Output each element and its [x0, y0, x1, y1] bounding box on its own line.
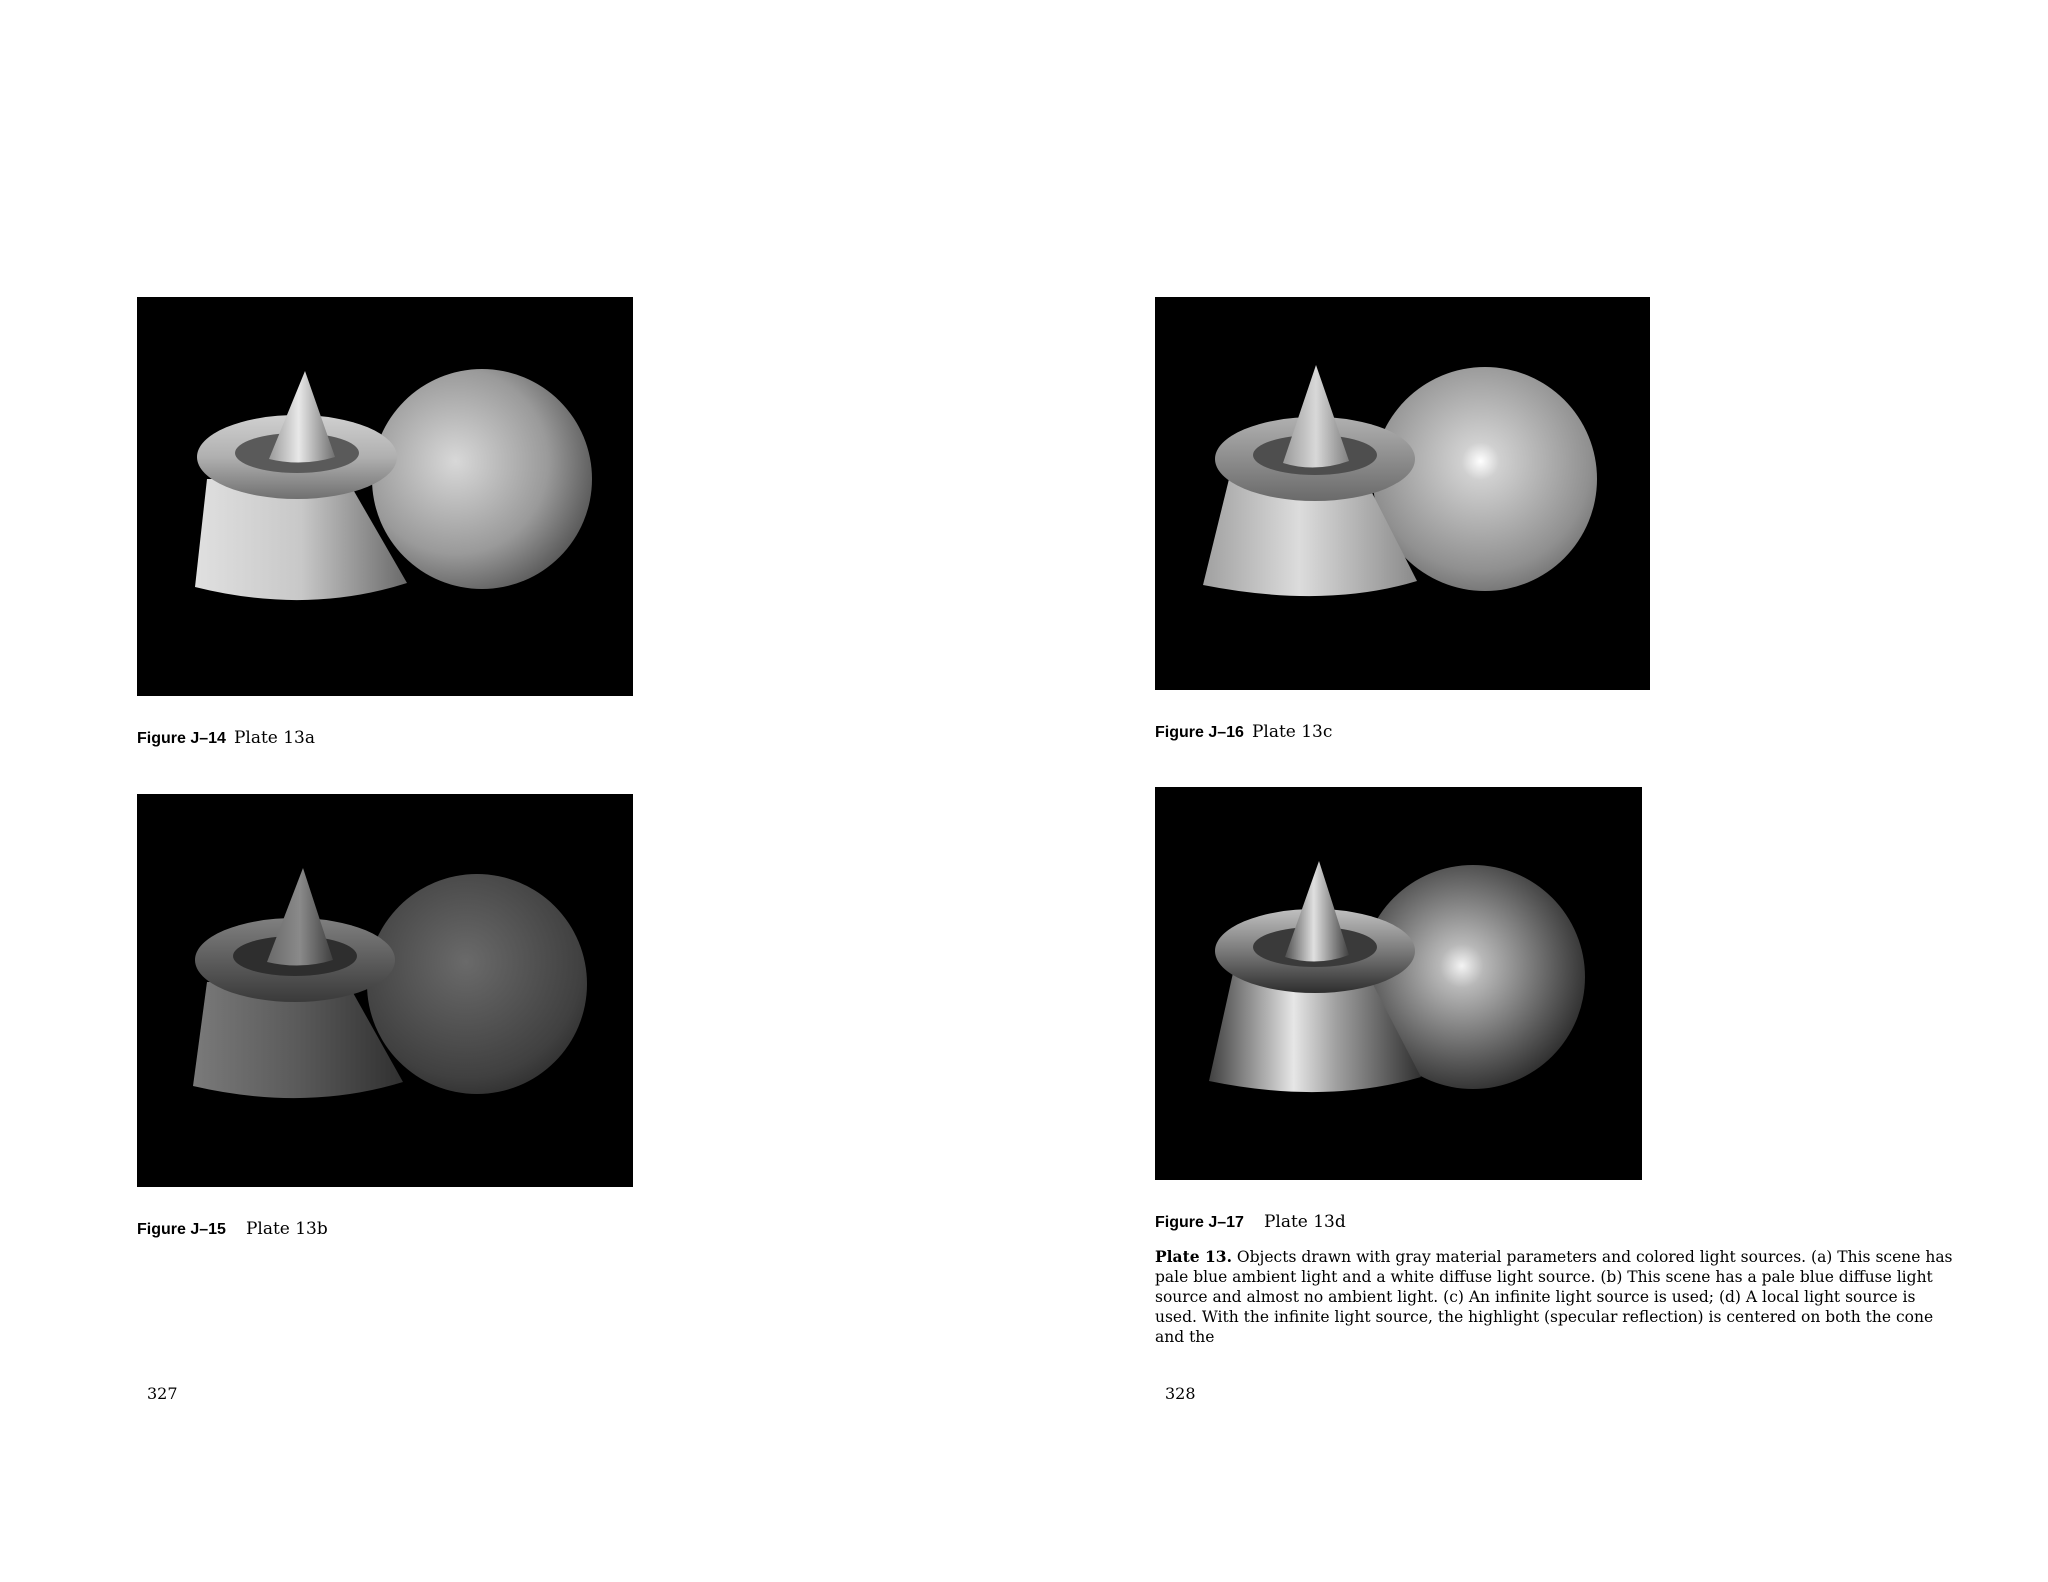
figure-number: Figure J–16 — [1155, 724, 1244, 741]
figure-j15-caption — [137, 1219, 328, 1239]
figure-number: Figure J–14 — [137, 730, 226, 747]
plate-13a-image — [137, 297, 633, 696]
rendered-scene-13c — [1155, 297, 1650, 690]
figure-j17-caption — [1155, 1212, 1346, 1232]
figure-number: Figure J–17 — [1155, 1214, 1244, 1231]
figure-number: Figure J–15 — [137, 1221, 226, 1238]
plate-caption-lead: Plate 13. — [1155, 1247, 1232, 1266]
rendered-scene-13a — [137, 297, 633, 696]
plate-13b-image — [137, 794, 633, 1187]
rendered-scene-13b — [137, 794, 633, 1187]
plate-label: Plate 13d — [1263, 1212, 1346, 1232]
right-page — [1024, 0, 2048, 1582]
figure-j16-caption — [1155, 722, 1332, 742]
plate-13c-image — [1155, 297, 1650, 690]
plate-13-caption — [1155, 1247, 1955, 1347]
plate-label: Plate 13a — [233, 728, 316, 748]
page-number: 328 — [1165, 1384, 1196, 1403]
plate-13d-image — [1155, 787, 1642, 1180]
page-number: 327 — [147, 1384, 178, 1403]
figure-j14-caption — [137, 728, 315, 748]
rendered-scene-13d — [1155, 787, 1642, 1180]
plate-label: Plate 13b — [245, 1219, 328, 1239]
plate-caption-body: Objects drawn with gray material parameters and colored light sources. (a) This scene has pale blue ambient light and a white diffuse light source. (b) This scene has a pale blue diffuse light source and almost no ambient light. (c) An infinite light source is used; (d) A local light source is used. With the infinite light source, the highlight (specular reflection) is centered on both the cone and the — [1155, 1248, 1953, 1346]
plate-label: Plate 13c — [1251, 722, 1333, 742]
